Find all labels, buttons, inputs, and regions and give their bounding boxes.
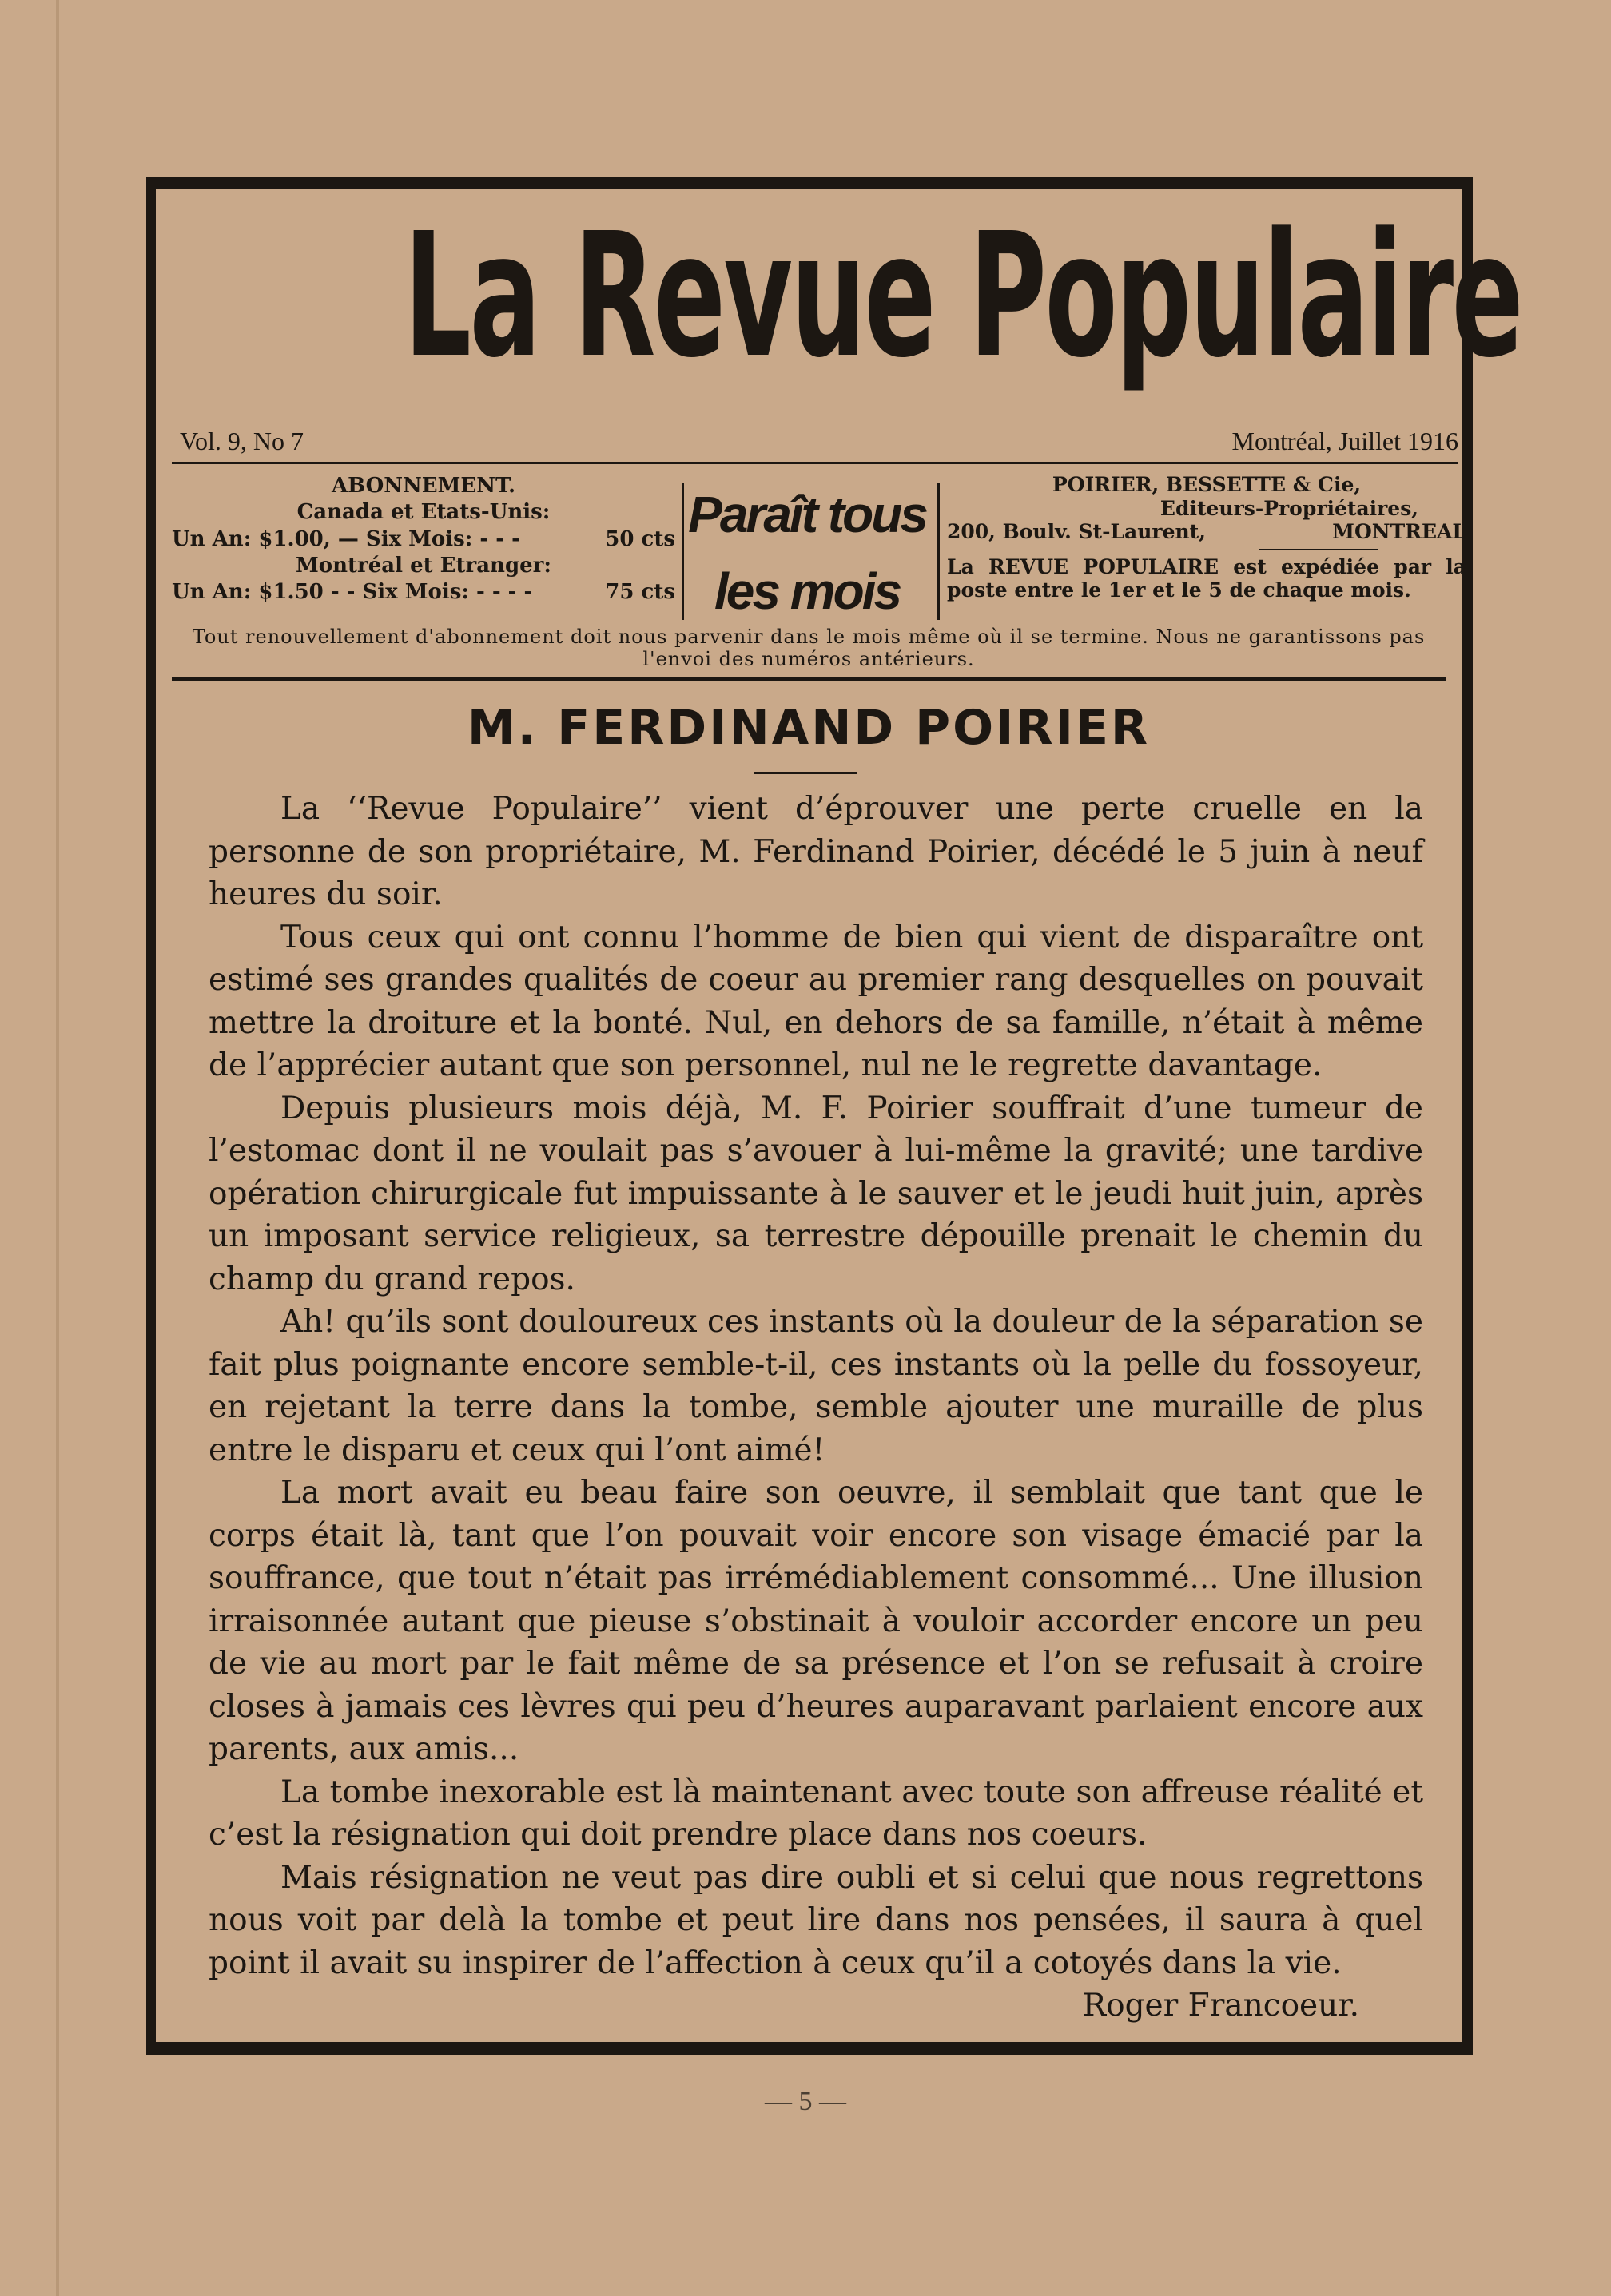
article-paragraph: La ‘‘Revue Populaire’’ vient d’éprouver une perte cruelle en la personne de son propriétaire, M. Ferdinand Poirier, décédé le 5 juin à neuf heures du soir. xyxy=(209,791,1423,912)
publisher-short-rule xyxy=(1259,549,1378,550)
column-divider-right xyxy=(937,483,940,620)
frequency-box xyxy=(679,476,935,630)
montreal-price-right: 75 cts xyxy=(605,580,675,605)
page-number: — 5 — xyxy=(765,2087,846,2116)
article-paragraph: La mort avait eu beau faire son oeuvre, il semblait que tant que le corps était là, tant que l’on pouvait voir encore son visage émacié par la souffrance, que tout n’était pas irrémédiablement consommé... Une illusion irraisonnée autant que pieuse s’obstinait à vouloir accorder encore un peu de vie au mort par le fait même de sa présence et l’on se refusait à croire closes à jamais ces lèvres qui peu d’heures auparavant parlaient encore aux parents, aux amis... xyxy=(209,1475,1423,1767)
article-paragraph: Ah! qu’ils sont douloureux ces instants où la douleur de la séparation se fait plus poignante encore semble-t-il, ces instants où la pelle du fossoyeur, en rejetant la terre dans la tombe, semble ajouter une muraille de plus entre le disparu et ceux qui l’ont aimé! xyxy=(209,1304,1423,1468)
article-signature: Roger Francoeur. xyxy=(1082,1988,1359,2024)
frequency-line2: les mois xyxy=(714,562,901,620)
renewal-notice: Tout renouvellement d'abonnement doit nous parvenir dans le mois même où il se termine. Nous ne garantissons pas l'envoi des numéros antérieurs. xyxy=(192,626,1426,670)
publisher-address: 200, Boulv. St-Laurent, xyxy=(947,520,1206,543)
title-underline xyxy=(754,772,857,774)
article-paragraph: Depuis plusieurs mois déjà, M. F. Poirier souffrait d’une tumeur de l’estomac dont il ne voulait pas s’avouer à lui-même la gravité; une tardive opération chirurgicale fut impuissante à le sauver et le jeudi huit juin, après un imposant service religieux, sa terrestre dépouille prenait le chemin du champ du grand repos. xyxy=(209,1090,1423,1297)
subscription-block xyxy=(172,473,675,606)
issue-date: Montréal, Juillet 1916 xyxy=(1231,427,1458,455)
page-frame xyxy=(146,177,1522,2055)
article-paragraph: La tombe inexorable est là maintenant avec toute son affreuse réalité et c’est la résignation qui doit prendre place dans nos coeurs. xyxy=(209,1774,1423,1853)
masthead-title: La Revue Populaire xyxy=(404,197,1522,395)
subscription-heading: ABONNEMENT. xyxy=(331,474,516,498)
publisher-name: POIRIER, BESSETTE & Cie, xyxy=(1052,473,1362,496)
publisher-address-row xyxy=(947,520,1466,544)
montreal-price-row xyxy=(172,579,675,606)
article-title: M. FERDINAND POIRIER xyxy=(467,700,1151,756)
publisher-block xyxy=(947,473,1466,602)
canada-price-left: Un An: $1.00, — Six Mois: - - - xyxy=(172,526,520,551)
montreal-price-left: Un An: $1.50 - - Six Mois: - - - - xyxy=(172,580,533,605)
page-fold xyxy=(56,0,59,2296)
article-paragraph: Tous ceux qui ont connu l’homme de bien qui vient de disparaître ont estimé ses grandes qualités de coeur au premier rang desquelles on pouvait mettre la droiture et la bonté. Nul, en dehors de sa famille, n’était à même de l’apprécier autant que son personnel, nul ne le regrette davantage. xyxy=(209,919,1423,1083)
publisher-city: MONTREAL xyxy=(1332,520,1466,543)
frequency-line1: Paraît tous xyxy=(688,486,926,543)
article-body xyxy=(209,788,1423,2028)
canada-price-right: 50 cts xyxy=(605,526,675,551)
volume-number: Vol. 9, No 7 xyxy=(180,427,304,455)
publisher-role: Editeurs-Propriétaires, xyxy=(1160,496,1418,520)
canada-heading: Canada et Etats-Unis: xyxy=(296,500,551,525)
montreal-heading: Montréal et Etranger: xyxy=(296,553,551,578)
header-rule xyxy=(172,462,1458,464)
canada-price-row xyxy=(172,526,675,553)
shipping-notice: La REVUE POPULAIRE est expédiée par la poste entre le 1er et le 5 de chaque mois. xyxy=(947,554,1466,602)
notice-rule xyxy=(172,677,1446,681)
article-paragraph: Mais résignation ne veut pas dire oubli et si celui que nous regrettons nous voit par delà la tombe et peut lire dans nos pensées, il saura à quel point il avait su inspirer de l’affection à ceux qu’il a cotoyés dans la vie. xyxy=(209,1859,1423,1981)
